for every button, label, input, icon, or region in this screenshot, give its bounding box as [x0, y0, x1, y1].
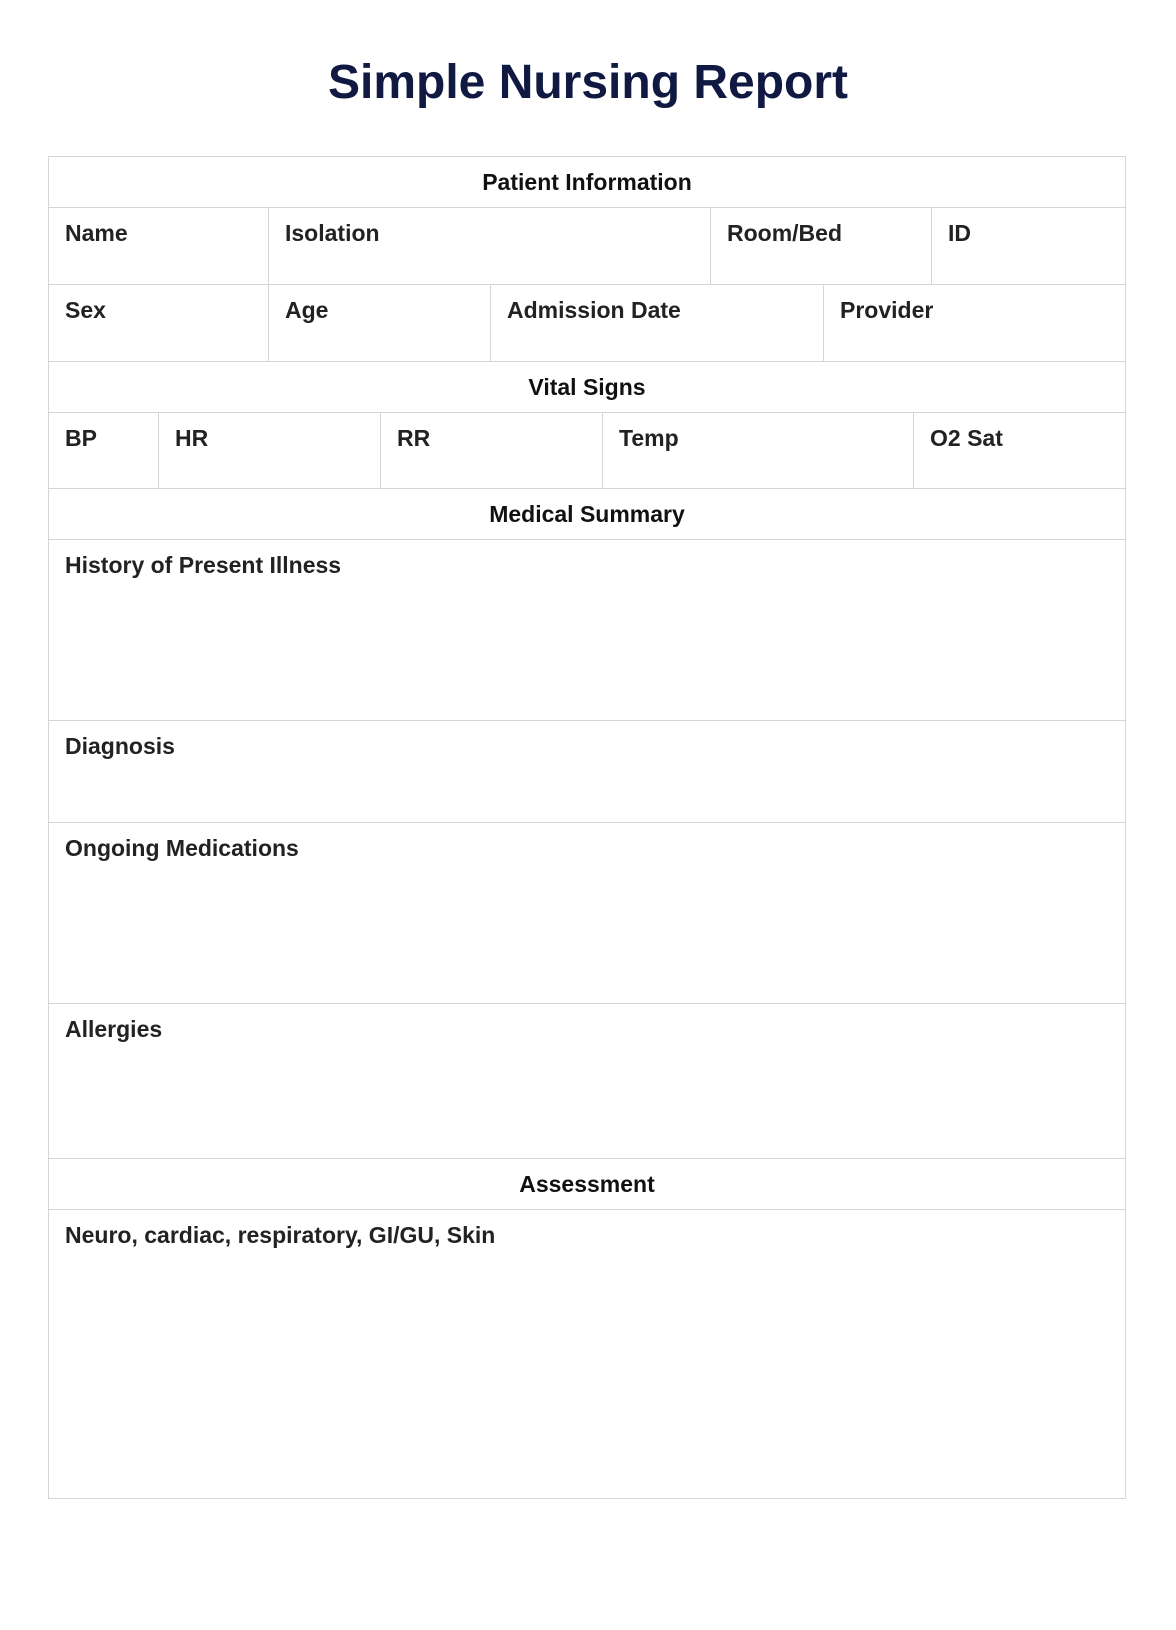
section-header-medical-summary — [49, 489, 1125, 540]
diagnosis-label: Diagnosis — [65, 733, 175, 759]
assessment-field[interactable] — [49, 1210, 1125, 1498]
patient-info-row-1 — [49, 208, 1125, 285]
ongoing-medications-label: Ongoing Medications — [65, 835, 299, 861]
section-title: Assessment — [519, 1171, 655, 1197]
temp-field[interactable] — [603, 413, 914, 488]
hr-label: HR — [175, 425, 209, 451]
section-title: Patient Information — [482, 169, 692, 195]
isolation-field[interactable] — [269, 208, 711, 284]
bp-label: BP — [65, 425, 97, 451]
diagnosis-field[interactable] — [49, 721, 1125, 823]
nursing-report-form — [48, 156, 1126, 1499]
room-bed-field[interactable] — [711, 208, 932, 284]
section-header-patient-information — [49, 157, 1125, 208]
page-title: Simple Nursing Report — [327, 56, 849, 109]
ongoing-medications-field[interactable] — [49, 823, 1125, 1004]
bp-field[interactable] — [49, 413, 159, 488]
history-of-present-illness-label: History of Present Illness — [65, 552, 342, 578]
temp-label: Temp — [619, 425, 679, 451]
age-field[interactable] — [269, 285, 491, 361]
assessment-label: Neuro, cardiac, respiratory, GI/GU, Skin — [65, 1222, 496, 1248]
admission-date-field[interactable] — [491, 285, 824, 361]
sex-field[interactable] — [49, 285, 269, 361]
o2-sat-label: O2 Sat — [930, 425, 1003, 451]
admission-date-label: Admission Date — [507, 297, 681, 323]
rr-field[interactable] — [381, 413, 603, 488]
rr-label: RR — [397, 425, 431, 451]
id-field[interactable] — [932, 208, 1125, 284]
name-label: Name — [65, 220, 128, 246]
sex-label: Sex — [65, 297, 106, 323]
age-label: Age — [285, 297, 329, 323]
section-title: Medical Summary — [489, 501, 685, 527]
isolation-label: Isolation — [285, 220, 380, 246]
room-bed-label: Room/Bed — [727, 220, 842, 246]
section-title: Vital Signs — [528, 374, 646, 400]
provider-label: Provider — [840, 297, 934, 323]
vital-signs-row — [49, 413, 1125, 489]
allergies-label: Allergies — [65, 1016, 163, 1042]
section-header-vital-signs — [49, 362, 1125, 413]
history-of-present-illness-field[interactable] — [49, 540, 1125, 721]
hr-field[interactable] — [159, 413, 381, 488]
provider-field[interactable] — [824, 285, 1125, 361]
allergies-field[interactable] — [49, 1004, 1125, 1159]
id-label: ID — [948, 220, 971, 246]
patient-info-row-2 — [49, 285, 1125, 362]
name-field[interactable] — [49, 208, 269, 284]
o2-sat-field[interactable] — [914, 413, 1125, 488]
section-header-assessment — [49, 1159, 1125, 1210]
